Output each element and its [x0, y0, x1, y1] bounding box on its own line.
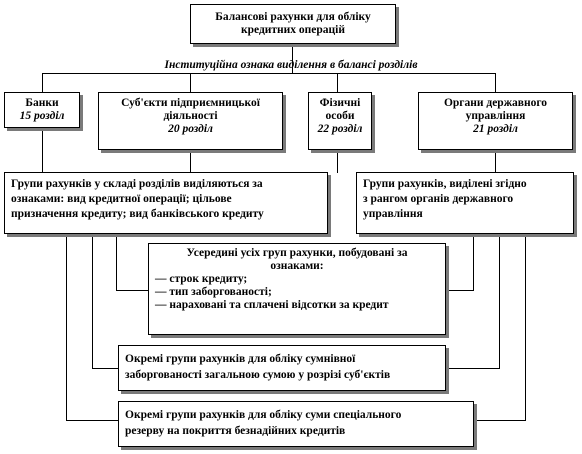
bracket-right-outer [525, 234, 526, 420]
bracket-left-inner-foot [116, 290, 148, 291]
middle-item-term: — строк кредиту; [155, 273, 248, 285]
connector-banks [42, 73, 43, 93]
top-box-balance-accounts [190, 4, 396, 44]
connector-government [495, 73, 496, 93]
groups-left-line1: Групи рахунків у складі розділів виділяються за [11, 178, 263, 190]
connector-section-bus [42, 73, 495, 74]
section-box-individuals [308, 92, 372, 150]
section-entrepreneurs-title-2: діяльності [163, 110, 218, 122]
groups-right-box [356, 172, 574, 234]
special-reserve-box [118, 401, 474, 447]
groups-right-line2: з рангом органів державного [363, 193, 514, 205]
middle-features-box [148, 243, 446, 335]
bracket-right-inner-foot [446, 290, 474, 291]
bracket-right-inner [473, 234, 474, 291]
reserve-line2: резерву на покриття безнадійних кредитів [125, 425, 346, 437]
groups-left-box [4, 172, 328, 234]
bracket-right-middle-foot [446, 368, 500, 369]
groups-right-line1: Групи рахунків, виділені згідно [363, 178, 527, 190]
bracket-left-outer [66, 234, 67, 420]
groups-left-line3: призначення кредиту; вид банківського кредиту [11, 208, 264, 220]
section-government-title-2: управління [465, 110, 526, 122]
bracket-right-middle [499, 234, 500, 369]
section-box-banks [4, 92, 80, 128]
connector-sections-to-groups-mid [190, 150, 191, 173]
doubtful-line2: заборгованості загальною сумою у розрізі суб'єктів [125, 369, 391, 381]
section-individuals-number: 22 розділ [317, 123, 363, 135]
connector-government-to-groups [495, 150, 496, 173]
bracket-left-inner [116, 234, 117, 291]
section-individuals-title-2: особи [325, 110, 355, 122]
doubtful-debt-box [118, 345, 446, 391]
middle-line1: Усередині усіх груп рахунки, побудовані за [186, 247, 408, 259]
middle-item-interest: — нараховані та сплачені відсотки за кредит [155, 299, 389, 311]
top-box-line1: Балансові рахунки для обліку [215, 11, 371, 23]
section-banks-title: Банки [25, 97, 59, 109]
groups-right-line3: управління [363, 208, 423, 220]
section-government-number: 21 розділ [473, 123, 518, 135]
institutional-feature-caption: Інституційна ознака виділення в балансі розділів [164, 59, 418, 71]
section-banks-number: 15 розділ [19, 110, 65, 122]
connector-individuals-to-groups [337, 150, 338, 173]
connector-individuals [337, 73, 338, 93]
bracket-left-middle-foot [92, 368, 118, 369]
doubtful-line1: Окремі групи рахунків для обліку сумнівної [125, 353, 356, 365]
section-entrepreneurs-number: 20 розділ [168, 123, 213, 135]
section-government-title-1: Органи державного [443, 97, 548, 109]
bracket-right-outer-foot [474, 420, 526, 421]
reserve-line1: Окремі групи рахунків для обліку суми спеціального [125, 409, 402, 421]
bracket-left-middle [92, 234, 93, 369]
top-box-line2: кредитних операцій [240, 24, 346, 36]
bracket-left-outer-foot [66, 420, 118, 421]
connector-entrepreneurs [190, 73, 191, 93]
section-entrepreneurs-title-1: Суб'єкти підприємницької [121, 97, 260, 109]
groups-left-line2: ознаками: вид кредитної операції; цільове [11, 193, 232, 205]
section-box-government [418, 92, 573, 150]
connector-sections-to-groups-left [42, 128, 43, 173]
middle-item-debt-type: — тип заборгованості; [155, 286, 272, 298]
section-individuals-title-1: Фізичні [319, 97, 361, 109]
section-box-entrepreneurs [98, 92, 283, 150]
middle-line2: ознаками: [270, 260, 324, 272]
